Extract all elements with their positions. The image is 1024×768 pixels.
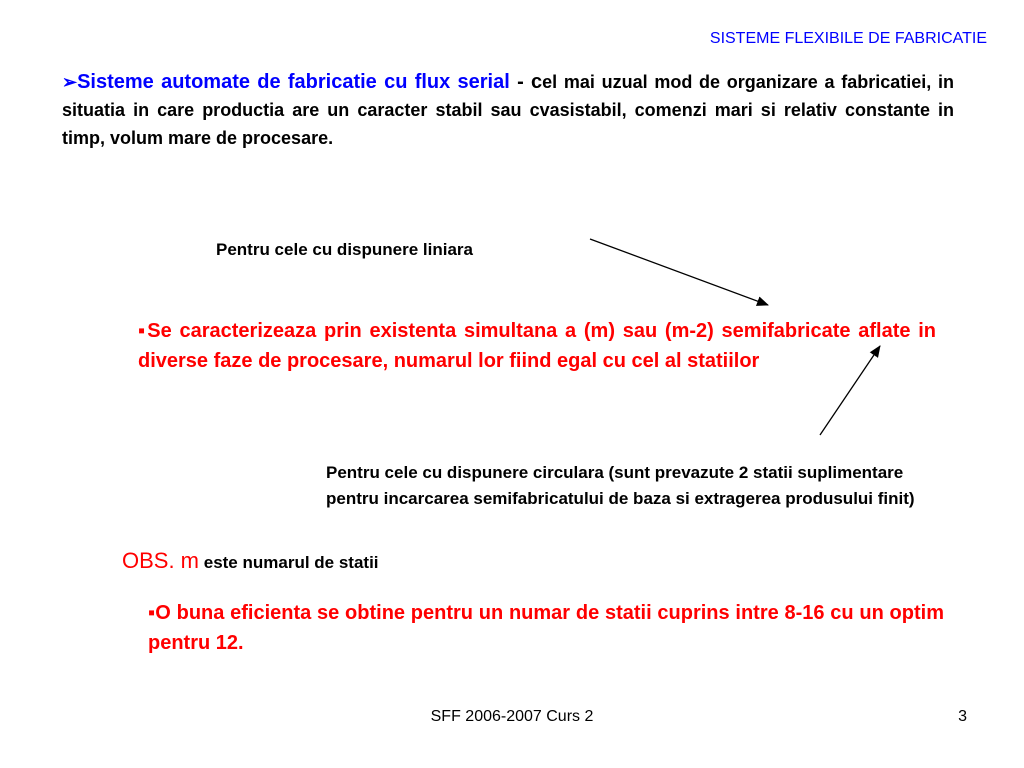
- characteristic-paragraph: [138, 316, 936, 376]
- efficiency-paragraph: [148, 598, 944, 658]
- intro-title: Sisteme automate de fabricatie cu flux serial: [77, 71, 510, 93]
- slide-header-title: SISTEME FLEXIBILE DE FABRICATIE: [709, 30, 987, 47]
- efficiency-text: O buna eficienta se obtine pentru un numar de statii cuprins intre 8-16 cu un optim pentru 12.: [148, 602, 944, 654]
- page-number: 3: [958, 708, 967, 725]
- arrow-linear-icon: [590, 239, 768, 305]
- note-circular-layout: Pentru cele cu dispunere circulara (sunt prevazute 2 statii suplimentare pentru incarcarea semifabricatului de baza si extragerea produsului finit): [326, 463, 915, 508]
- intro-separator: -: [509, 71, 532, 93]
- observation-text: este numarul de statii: [199, 553, 379, 572]
- observation-label: OBS. m: [122, 548, 200, 573]
- intro-paragraph: [62, 68, 954, 152]
- footer-course-label: SFF 2006-2007 Curs 2: [430, 708, 594, 725]
- observation: [122, 548, 379, 574]
- arrow-bullet-icon: ➢: [62, 72, 78, 92]
- characteristic-text: Se caracterizeaza prin existenta simultana a (m) sau (m-2) semifabricate aflate in diverse faze de procesare, numarul lor fiind egal cu cel al statiilor: [138, 320, 937, 372]
- square-bullet-icon: ▪: [148, 602, 156, 624]
- intro-text: el mai uzual mod de organizare a fabricatiei, in situatia in care productia are un caracter stabil sau cvasistabil, comenzi mari si relativ constante in timp, volum mare de procesare.: [62, 72, 954, 148]
- note-linear-layout: Pentru cele cu dispunere liniara: [216, 240, 473, 259]
- square-bullet-icon: ▪: [138, 320, 148, 342]
- intro-text-start: c: [531, 71, 543, 93]
